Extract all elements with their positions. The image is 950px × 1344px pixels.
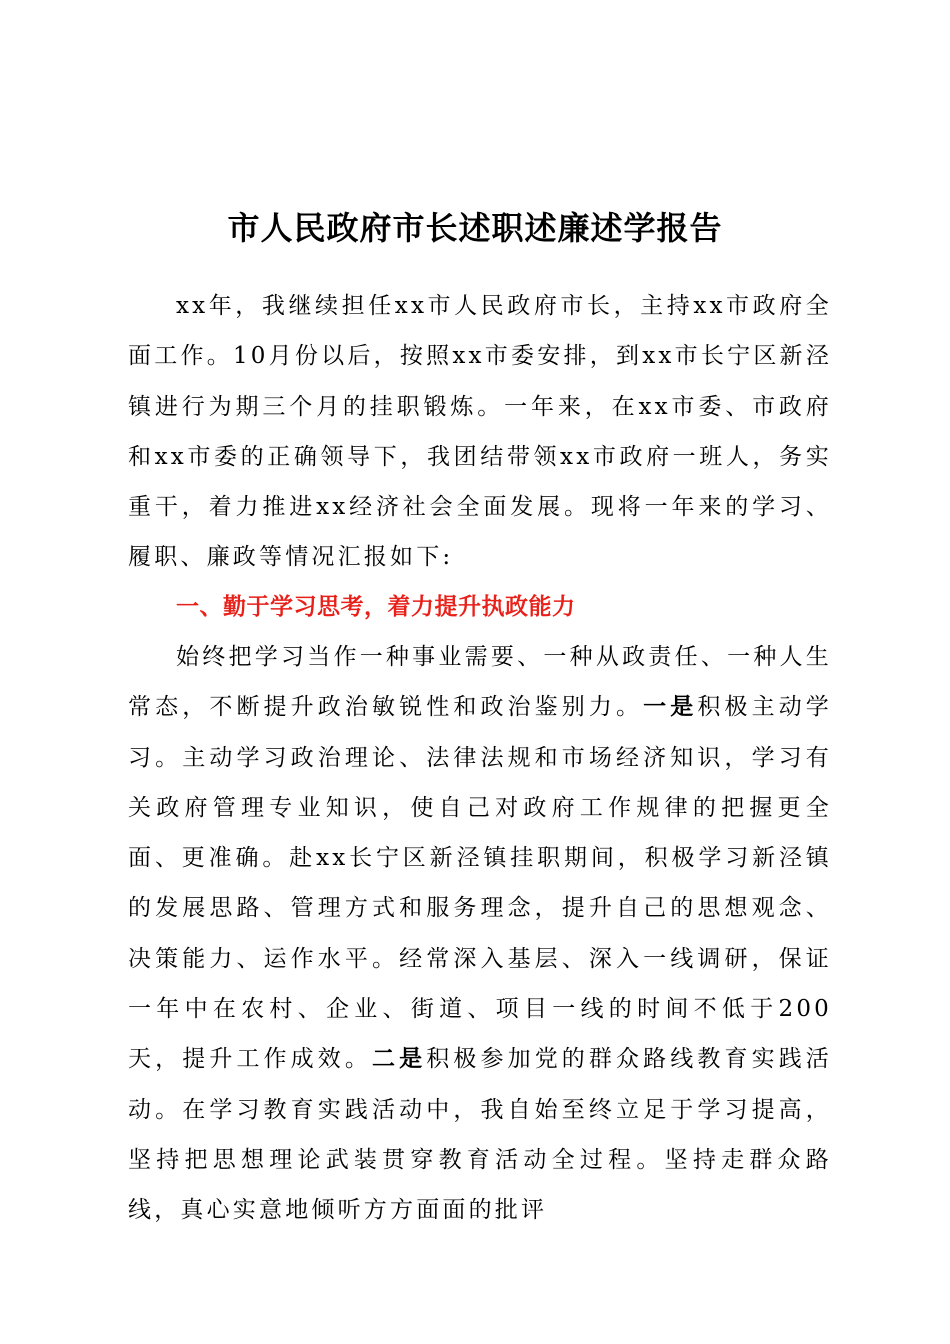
emphasis-second: 二是	[372, 1045, 427, 1073]
section1-paragraph	[128, 632, 832, 1236]
intro-paragraph: xx年，我继续担任xx市人民政府市长，主持xx市政府全面工作。10月份以后，按照xx市委安排，到xx市长宁区新泾镇进行为期三个月的挂职锻炼。一年来，在xx市委、市政府和xx市委的正确领导下，我团结带领xx市政府一班人，务实重干，着力推进xx经济社会全面发展。现将一年来的学习、履职、廉政等情况汇报如下:	[128, 293, 832, 571]
emphasis-first: 一是	[643, 693, 698, 721]
paragraph-text: 积极主动学习。主动学习政治理论、法律法规和市场经济知识，学习有关政府管理专业知识，使自己对政府工作规律的把握更全面、更准确。赴xx长宁区新泾镇挂职期间，积极学习新泾镇的发展思路、管理方式和服务理念，提升自己的思想观念、决策能力、运作水平。经常深入基层、深入一线调研，保证一年中在农村、企业、街道、项目一线的时间不低于200天，提升工作成效。	[128, 694, 833, 1073]
paragraph-text: 积极参加党的群众路线教育实践活动。在学习教育实践活动中，我自始至终立足于学习提高，坚持把思想理论武装贯穿教育活动全过程。坚持走群众路线，真心实意地倾听方方面面的批评	[128, 1046, 833, 1224]
document-title: 市人民政府市长述职述廉述学报告	[227, 209, 723, 247]
paragraph-text: 始终把学习当作一种事业需要、一种从政责任、一种人生常态，不断提升政治敏锐性和政治鉴别力。	[128, 644, 832, 721]
section-heading-1: 一、勤于学习思考，着力提升执政能力	[176, 594, 576, 620]
